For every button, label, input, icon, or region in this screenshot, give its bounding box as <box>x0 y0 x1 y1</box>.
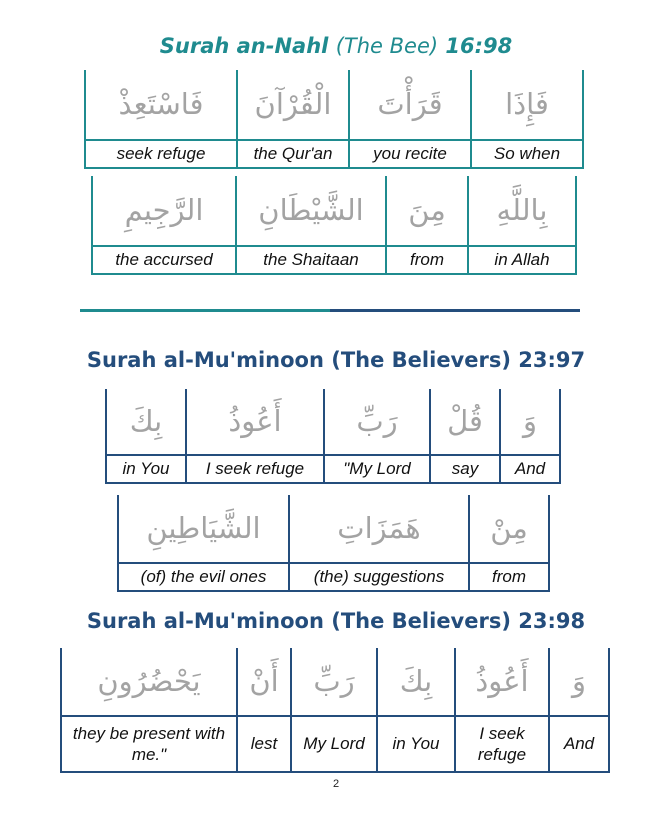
word-arabic: أَنْ <box>237 648 291 716</box>
section1-table-row2 <box>91 176 577 275</box>
word-arabic: يَحْضُرُونِ <box>61 648 237 716</box>
word-arabic: أَعُوذُ <box>455 648 549 716</box>
section1-title <box>0 34 672 58</box>
section1-title-ref: 16:98 <box>445 34 513 58</box>
word-translation: the Qur'an <box>237 140 349 168</box>
word-translation: from <box>469 563 549 591</box>
word-arabic: قَرَأْتَ <box>349 70 471 140</box>
page-number: 2 <box>332 778 340 790</box>
word-translation: they be present with me." <box>61 716 237 772</box>
section3-title: Surah al-Mu'minoon (The Believers) 23:98 <box>86 609 586 633</box>
word-arabic: بِاللَّهِ <box>468 176 576 246</box>
word-arabic: وَ <box>500 389 560 455</box>
word-arabic: قُلْ <box>430 389 500 455</box>
word-arabic: هَمَزَاتِ <box>289 495 469 563</box>
word-arabic: الشَّيَاطِينِ <box>118 495 289 563</box>
word-translation: in Allah <box>468 246 576 274</box>
word-arabic: بِكَ <box>377 648 455 716</box>
word-translation: in You <box>377 716 455 772</box>
word-arabic: فَاسْتَعِذْ <box>85 70 237 140</box>
word-translation: I seek refuge <box>455 716 549 772</box>
section2-table-row2 <box>117 495 550 592</box>
word-translation: (of) the evil ones <box>118 563 289 591</box>
section1-table-row1 <box>84 70 584 169</box>
word-arabic: الرَّجِيمِ <box>92 176 236 246</box>
word-arabic: أَعُوذُ <box>186 389 324 455</box>
word-arabic: مِنْ <box>469 495 549 563</box>
word-translation: I seek refuge <box>186 455 324 483</box>
word-arabic: الْقُرْآنَ <box>237 70 349 140</box>
word-translation: My Lord <box>291 716 377 772</box>
word-arabic: رَبِّ <box>291 648 377 716</box>
word-translation: So when <box>471 140 583 168</box>
word-translation: (the) suggestions <box>289 563 469 591</box>
word-translation: And <box>549 716 609 772</box>
word-arabic: مِنَ <box>386 176 468 246</box>
word-arabic: وَ <box>549 648 609 716</box>
section2-title: Surah al-Mu'minoon (The Believers) 23:97 <box>86 348 586 372</box>
word-arabic: فَإِذَا <box>471 70 583 140</box>
word-translation: in You <box>106 455 186 483</box>
word-translation: you recite <box>349 140 471 168</box>
word-arabic: الشَّيْطَانِ <box>236 176 386 246</box>
word-translation: lest <box>237 716 291 772</box>
word-translation: the accursed <box>92 246 236 274</box>
section1-title-paren: (The Bee) <box>335 34 439 58</box>
word-translation: say <box>430 455 500 483</box>
word-translation: from <box>386 246 468 274</box>
word-translation: the Shaitaan <box>236 246 386 274</box>
word-arabic: بِكَ <box>106 389 186 455</box>
word-arabic: رَبِّ <box>324 389 430 455</box>
section2-table-row1 <box>105 389 561 484</box>
section3-table-row1 <box>60 648 610 773</box>
word-translation: And <box>500 455 560 483</box>
word-translation: "My Lord <box>324 455 430 483</box>
word-translation: seek refuge <box>85 140 237 168</box>
section-divider <box>80 309 580 312</box>
section1-title-name: Surah an-Nahl <box>159 34 329 58</box>
